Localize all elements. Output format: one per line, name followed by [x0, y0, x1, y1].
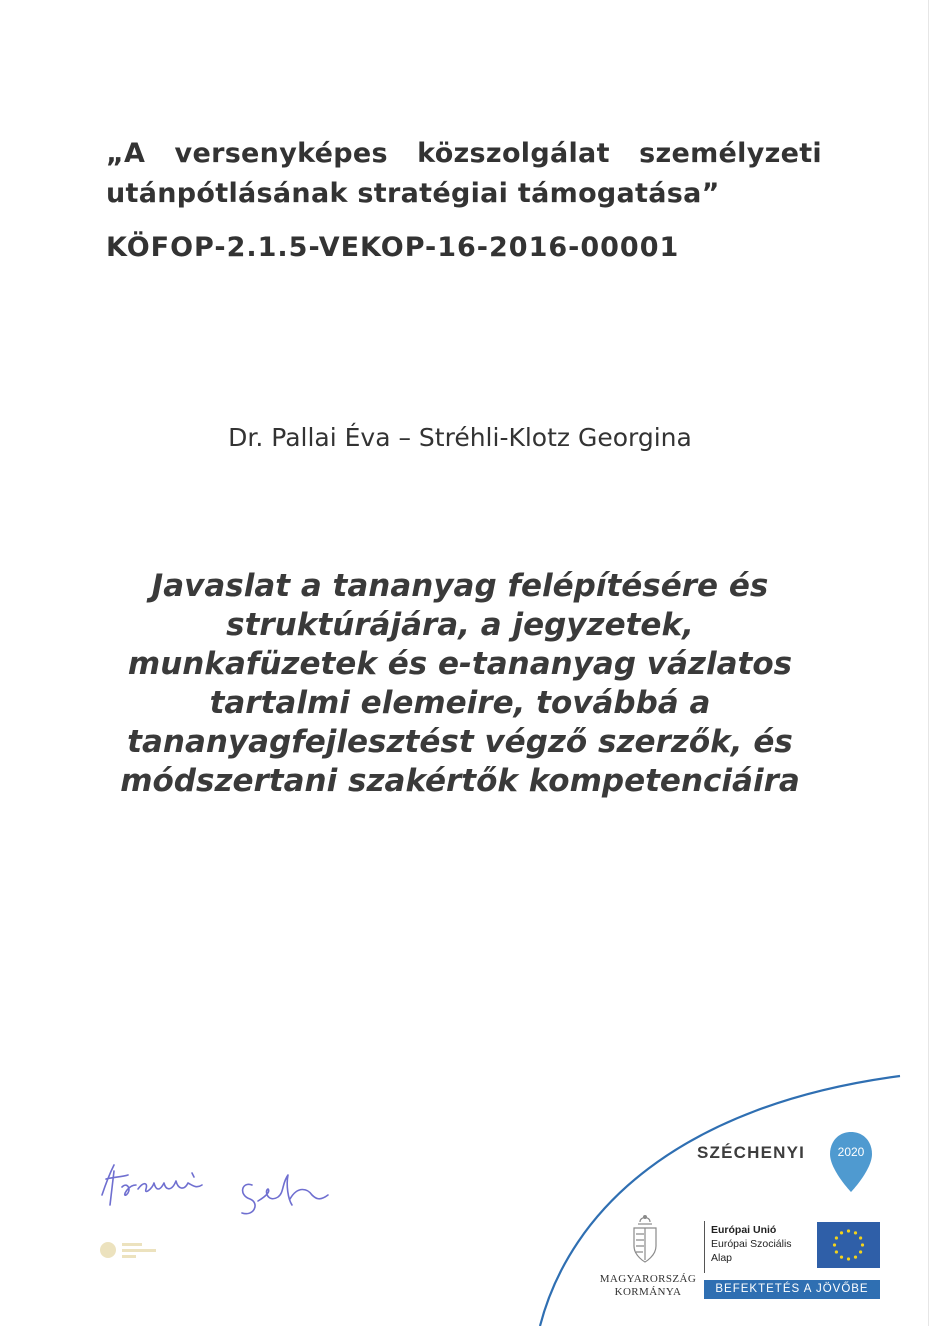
faded-stamp — [98, 1238, 178, 1262]
subject-line: tartalmi elemeire, továbbá a — [209, 685, 711, 721]
eu-divider — [704, 1221, 705, 1273]
subject-line: Javaslat a tananyag felépítésére és — [151, 568, 769, 604]
gov-line-1: MAGYARORSZÁG — [599, 1273, 697, 1285]
eu-line-1: Európai Unió — [711, 1224, 777, 1236]
subject-line: struktúrájára, a jegyzetek, — [226, 607, 694, 643]
szechenyi-label: SZÉCHENYI — [697, 1143, 806, 1162]
eu-line-2: Európai Szociális — [711, 1238, 792, 1250]
title-line-1: „A versenyképes közszolgálat személyzeti — [106, 138, 822, 169]
title-line-2: utánpótlásának stratégiai támogatása” — [106, 178, 720, 209]
invest-banner: BEFEKTETÉS A JÖVŐBE — [704, 1280, 880, 1299]
eu-label — [711, 1223, 792, 1265]
szechenyi-year: 2020 — [837, 1145, 865, 1159]
handwritten-signature — [92, 1155, 342, 1235]
subject-line: munkafüzetek és e-tananyag vázlatos — [127, 646, 793, 682]
eu-line-3: Alap — [711, 1252, 733, 1264]
project-code: KÖFOP-2.1.5-VEKOP-16-2016-00001 — [106, 232, 680, 263]
government-label — [596, 1273, 700, 1299]
subject-line: módszertani szakértők kompetenciáira — [120, 763, 800, 799]
eu-flag-icon — [817, 1222, 880, 1268]
document-title — [106, 134, 822, 214]
gov-line-2: KORMÁNYA — [614, 1286, 682, 1298]
hungarian-crest-icon — [628, 1212, 662, 1268]
subject-line: tananyagfejlesztést végző szerzők, és — [127, 724, 793, 760]
authors: Dr. Pallai Éva – Stréhli-Klotz Georgina — [228, 423, 692, 452]
document-subject — [90, 567, 830, 801]
location-pin-icon — [828, 1130, 874, 1194]
